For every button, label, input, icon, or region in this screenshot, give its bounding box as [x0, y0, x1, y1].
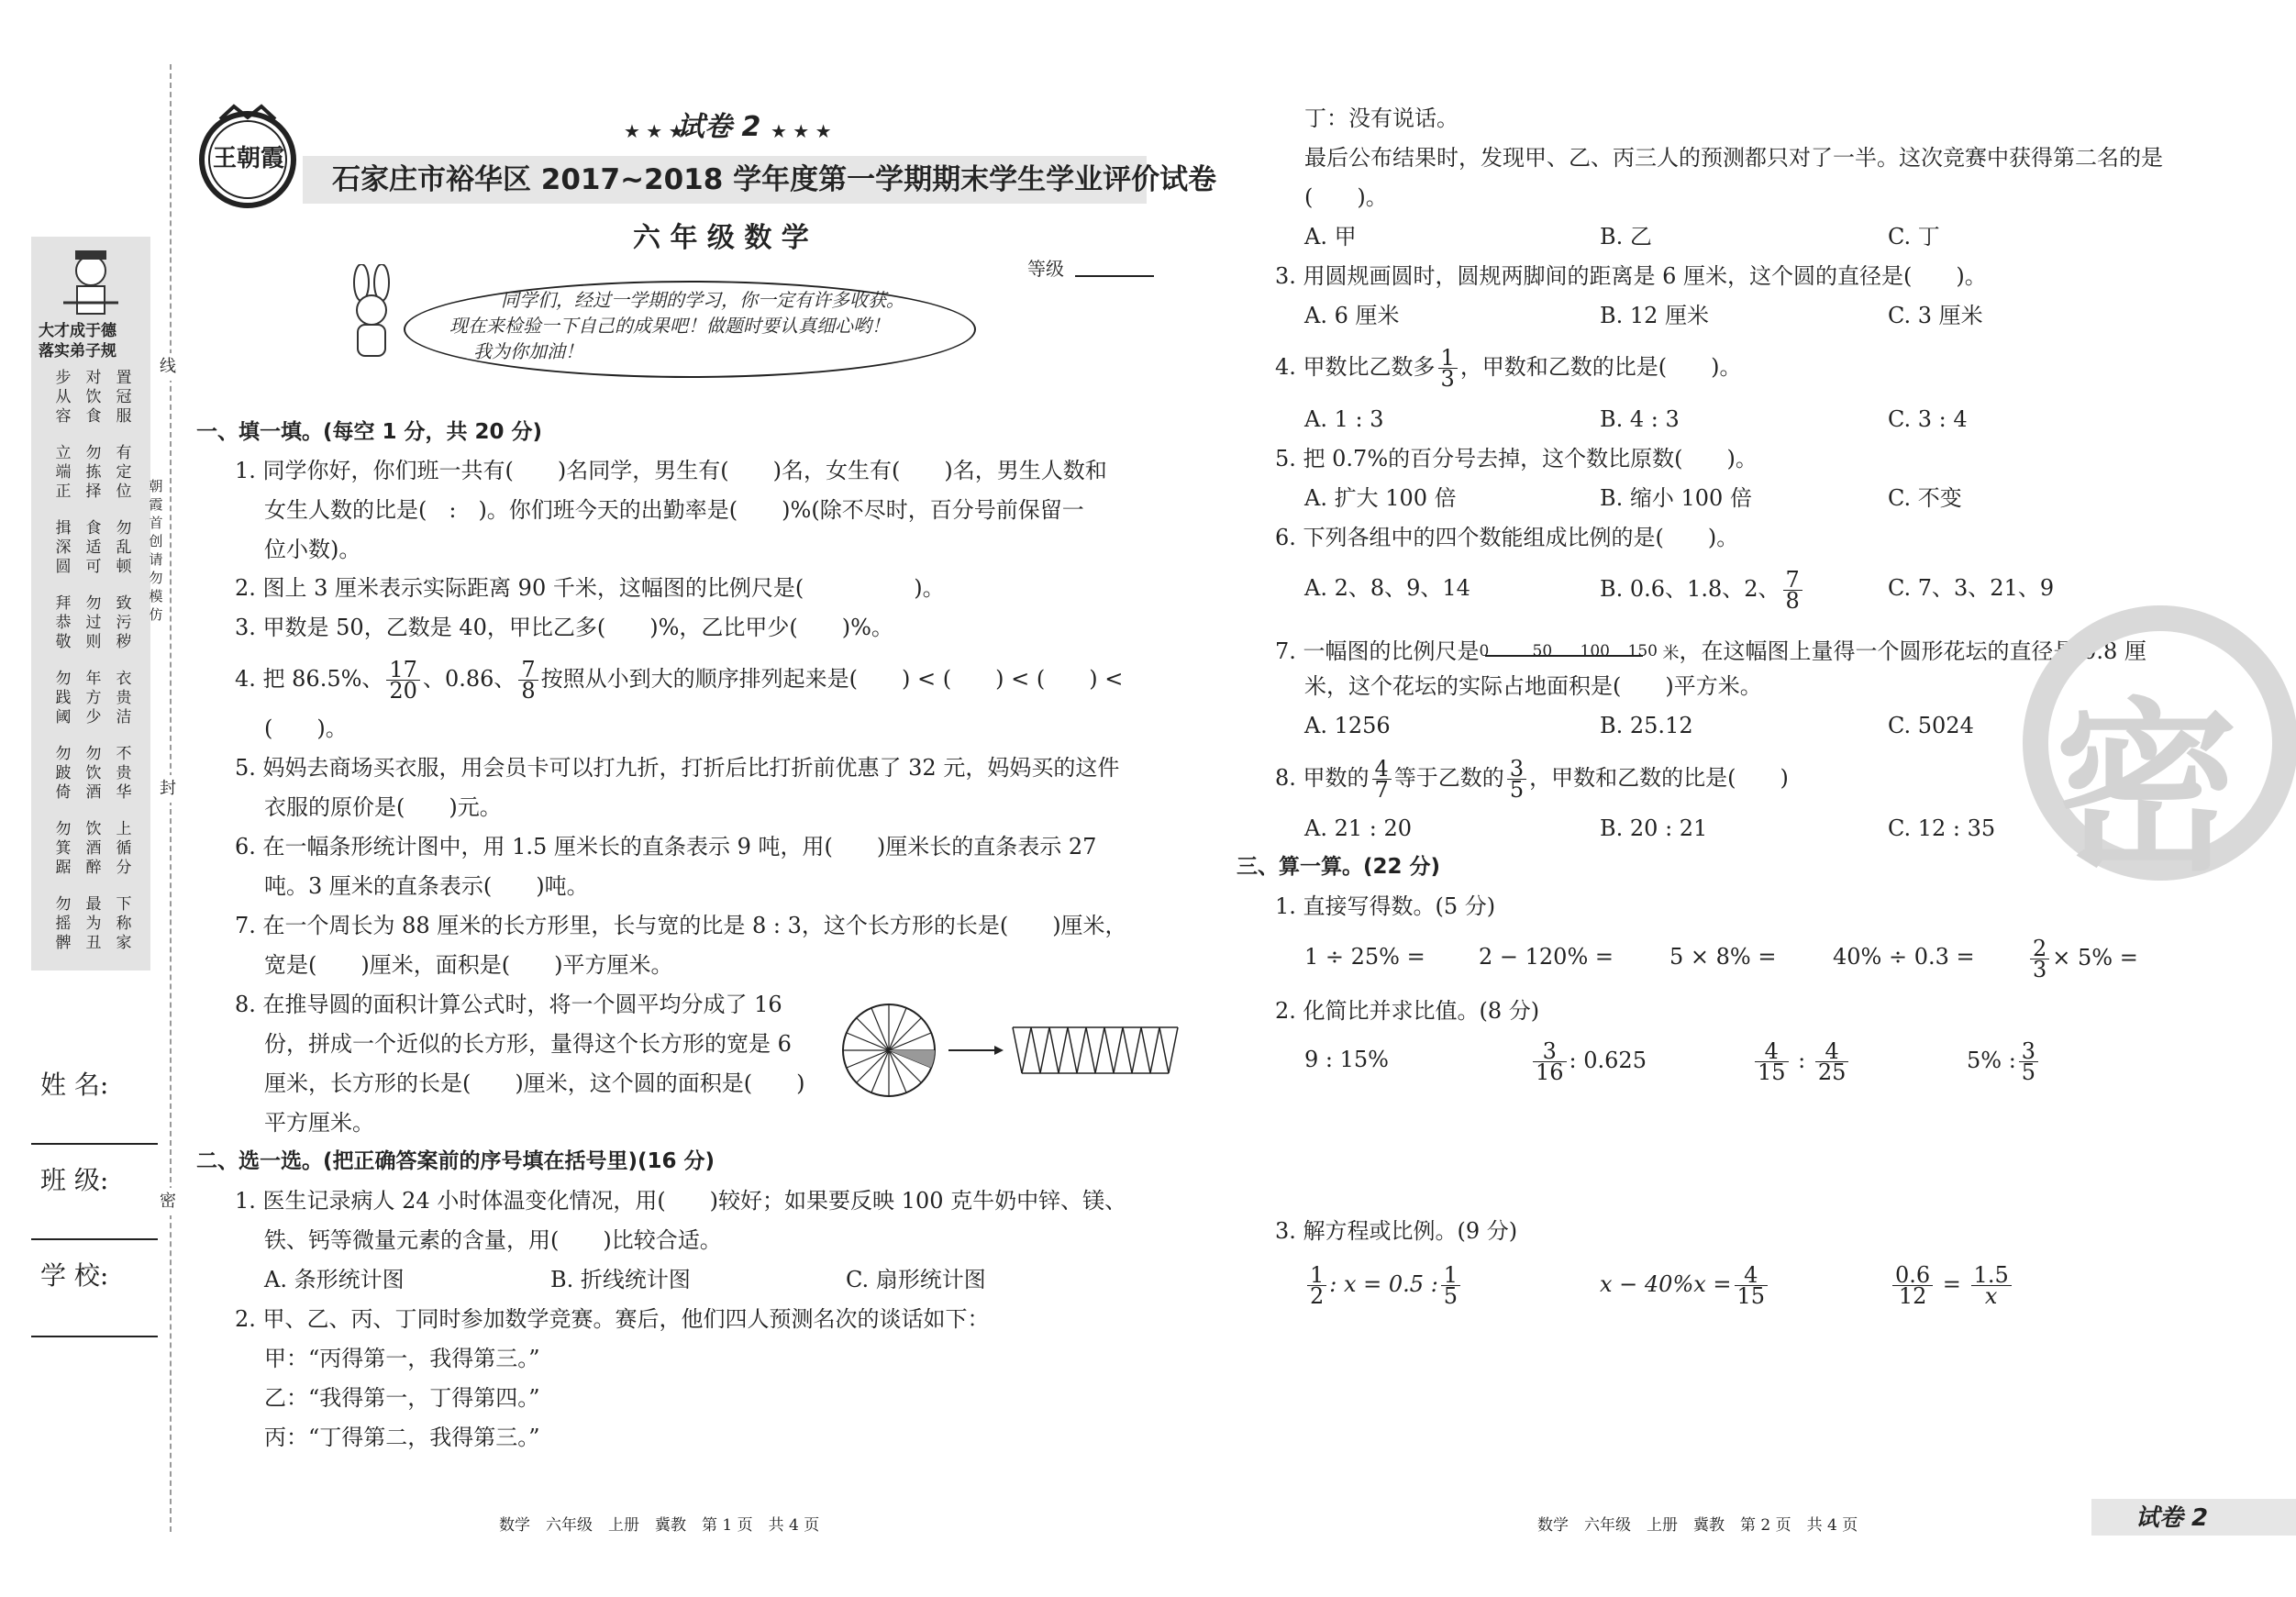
sec2-q2: 丙：“丁得第二，我得第三。”	[264, 1425, 540, 1450]
sec1-line: 7. 在一个周长为 88 厘米的长方形里，长与宽的比是 8 : 3，这个长方形的长是( )厘米，	[235, 913, 1127, 938]
sec2-q5-option-b[interactable]: B. 缩小 100 倍	[1600, 485, 1752, 511]
sec1-line: 份，拼成一个近似的长方形，量得这个长方形的宽是 6	[264, 1031, 792, 1057]
sec2-q4-option-a[interactable]: A. 1 : 3	[1304, 406, 1384, 432]
sec2-q4	[1275, 341, 1742, 393]
exam-title: 石家庄市裕华区 2017~2018 学年度第一学期期末学生学业评价试卷	[332, 163, 1217, 196]
fraction: $\frac{1}{3}$	[1438, 348, 1458, 389]
motto: 有定位	[116, 444, 132, 501]
sec1-line: 平方厘米。	[264, 1110, 374, 1136]
brand-logo-text: 王朝霞	[213, 145, 285, 172]
mascot-figure	[59, 248, 123, 321]
class-field[interactable]	[31, 1238, 158, 1240]
sec2-q8-option-b[interactable]: B. 20 : 21	[1600, 815, 1708, 841]
section-2-heading: 二、选一选。(把正确答案前的序号填在括号里)(16 分)	[196, 1149, 715, 1173]
sec1-line: 1. 同学你好，你们班一共有( )名同学，男生有( )名，女生有( )名，男生人数和	[235, 458, 1107, 483]
calc-item: 2 − 120% =	[1479, 944, 1614, 970]
cut-mark-seal: 封	[160, 775, 176, 803]
footer-left: 数学 六年级 上册 冀教 第 1 页 共 4 页	[499, 1516, 820, 1535]
rabbit-mascot	[330, 264, 413, 365]
q4-text: ，甲数和乙数的比是( )。	[1459, 354, 1742, 380]
fraction: $\frac{3}{5}$	[1507, 759, 1526, 800]
motto: 最为丑	[85, 895, 102, 952]
sec2-q1-option-c[interactable]: C. 扇形统计图	[846, 1267, 986, 1292]
sec2-q7	[1275, 633, 2146, 672]
fraction: $\frac{7}{8}$	[518, 660, 538, 701]
sec1-q4-cont: ( )。	[264, 715, 348, 741]
sec2-q6-option-b[interactable]	[1600, 563, 1805, 615]
sec2-q3-option-b[interactable]: B. 12 厘米	[1600, 303, 1710, 328]
subject-title: 六 年 级 数 学	[633, 222, 809, 254]
equation-item	[1890, 1259, 2014, 1310]
ratio-item	[1530, 1035, 1647, 1086]
ratio-text: : 0.625	[1569, 1048, 1647, 1073]
sec2-q5-option-c[interactable]: C. 不变	[1888, 485, 1962, 511]
motto: 年方少	[85, 670, 102, 726]
school-field[interactable]	[31, 1336, 158, 1337]
motto: 衣贵洁	[116, 670, 132, 726]
sec2-q2: 乙：“我得第一，丁得第四。”	[264, 1385, 540, 1411]
motto: 不贵华	[116, 745, 132, 802]
fraction: $\frac{4}{25}$	[1815, 1041, 1849, 1082]
equation-equals: =	[1936, 1271, 1969, 1297]
sec1-line: 厘米，长方形的长是( )厘米，这个圆的面积是( )	[264, 1070, 805, 1096]
sec2-q2-cont: 最后公布结果时，发现甲、乙、丙三人的预测都只对了一半。这次竞赛中获得第二名的是	[1304, 145, 2163, 171]
motto: 勿乱顿	[116, 519, 132, 576]
sec3-part3: 3. 解方程或比例。(9 分)	[1275, 1218, 1518, 1244]
sec2-q8	[1275, 752, 1789, 804]
sec2-q7-option-c[interactable]: C. 5024	[1888, 713, 1974, 738]
fraction: $\frac{7}{8}$	[1783, 570, 1802, 611]
calc-item: 1 ÷ 25% =	[1304, 944, 1425, 970]
motto: 置冠服	[116, 369, 132, 426]
sec2-q4-option-c[interactable]: C. 3 : 4	[1888, 406, 1968, 432]
sec2-q1: 1. 医生记录病人 24 小时体温变化情况，用( )较好；如果要反映 100 克牛奶中锌、镁、	[235, 1188, 1127, 1214]
q7-text: 7. 一幅图的比例尺是	[1275, 638, 1480, 664]
fraction: $\frac{1.5}{x}$	[1971, 1265, 2012, 1306]
sec1-line: 吨。3 厘米的直条表示( )吨。	[264, 873, 589, 899]
sec2-q6-option-a[interactable]: A. 2、8、9、14	[1304, 575, 1470, 601]
sec1-line: 5. 妈妈去商场买衣服，用会员卡可以打九折，打折后比打折前优惠了 32 元，妈妈买的这件	[235, 755, 1120, 781]
sec3-part2: 2. 化简比并求比值。(8 分)	[1275, 998, 1540, 1024]
name-label: 姓 名:	[40, 1070, 109, 1100]
cut-mark-secret: 密	[160, 1188, 176, 1215]
sec1-line: 2. 图上 3 厘米表示实际距离 90 千米，这幅图的比例尺是( )。	[235, 575, 945, 601]
q8-text: 等于乙数的	[1393, 765, 1504, 791]
calc-text: × 5% =	[2052, 945, 2138, 970]
sidebar-banner-2: 落实弟子规	[39, 342, 116, 360]
school-label: 学 校:	[40, 1260, 109, 1291]
sec1-line: 衣服的原价是( )元。	[264, 794, 502, 820]
q4-mid: 、0.86、	[422, 666, 516, 692]
sec2-q2-option-c[interactable]: C. 丁	[1888, 224, 1940, 250]
ratio-item	[1752, 1035, 1851, 1086]
sec2-q2-option-b[interactable]: B. 乙	[1600, 224, 1652, 250]
motto: 勿跛倚	[55, 745, 72, 802]
motto: 勿践阈	[55, 670, 72, 726]
footer-badge: 试卷 2	[2135, 1504, 2209, 1532]
sec2-q2-option-a[interactable]: A. 甲	[1304, 224, 1357, 250]
q7-text: ，在这幅图上量得一个圆形花坛的直径是 0.8 厘	[1679, 638, 2146, 664]
motto: 勿箕踞	[55, 820, 72, 877]
option-text: B. 0.6、1.8、2、	[1600, 576, 1780, 602]
sec1-line: 8. 在推导圆的面积计算公式时，将一个圆平均分成了 16	[235, 992, 782, 1017]
section-3-heading: 三、算一算。(22 分)	[1237, 855, 1441, 879]
ratio-item: 9 : 15%	[1304, 1047, 1389, 1072]
calc-item	[2027, 932, 2138, 983]
sidebar-banner-1: 大才成于德	[39, 322, 116, 340]
cut-mark-line: 线	[160, 353, 176, 381]
ratio-colon: :	[1791, 1048, 1813, 1073]
footer-right: 数学 六年级 上册 冀教 第 2 页 共 4 页	[1537, 1516, 1858, 1535]
secret-stamp-char: 密	[2055, 682, 2239, 896]
fraction: $\frac{17}{20}$	[386, 660, 420, 701]
equation-text: : x = 0.5 :	[1329, 1271, 1438, 1297]
fraction: $\frac{4}{15}$	[1735, 1265, 1769, 1306]
motto: 饮酒醉	[85, 820, 102, 877]
brand-note: 朝霞首创 请勿模仿	[149, 478, 163, 623]
grade-field[interactable]	[1075, 275, 1154, 277]
scale-tick-label: 150	[1627, 641, 1658, 660]
sec2-q5: 5. 把 0.7%的百分号去掉，这个数比原数( )。	[1275, 446, 1758, 471]
q8-text: ，甲数和乙数的比是( )	[1529, 765, 1789, 791]
motto: 对饮食	[85, 369, 102, 426]
motto: 勿饮酒	[85, 745, 102, 802]
motto: 步从容	[55, 369, 72, 426]
motto: 致污秽	[116, 594, 132, 651]
sec2-q2-cont: ( )。	[1304, 184, 1388, 210]
motto: 拜恭敬	[55, 594, 72, 651]
sec2-q1-option-a[interactable]: A. 条形统计图	[264, 1267, 405, 1292]
fraction: $\frac{4}{15}$	[1755, 1041, 1789, 1082]
sec3-part1: 1. 直接写得数。(5 分)	[1275, 893, 1496, 919]
fraction: $\frac{2}{3}$	[2030, 938, 2049, 980]
motto: 食适可	[85, 519, 102, 576]
sec1-line: 宽是( )厘米，面积是( )平方厘米。	[264, 952, 673, 978]
sec1-line: 6. 在一幅条形统计图中，用 1.5 厘米长的直条表示 9 吨，用( )厘米长的直条表示 27	[235, 834, 1097, 859]
q7-unit: 米	[1662, 644, 1680, 663]
sec2-q5-option-a[interactable]: A. 扩大 100 倍	[1304, 485, 1457, 511]
sec2-q7-option-b[interactable]: B. 25.12	[1600, 713, 1693, 738]
badge-stars-right: ★ ★ ★	[771, 120, 832, 142]
class-label: 班 级:	[40, 1165, 109, 1195]
grade-label: 等级	[1027, 258, 1064, 280]
equation-text: x − 40%x =	[1600, 1271, 1732, 1297]
motto: 下称家	[116, 895, 132, 952]
sec2-q4-option-b[interactable]: B. 4 : 3	[1600, 406, 1680, 432]
motto: 勿拣择	[85, 444, 102, 501]
sec2-q2: 2. 甲、乙、丙、丁同时参加数学竞赛。赛后，他们四人预测名次的谈话如下：	[235, 1306, 990, 1332]
sec2-q3-option-c[interactable]: C. 3 厘米	[1888, 303, 1983, 328]
fraction: $\frac{4}{7}$	[1372, 759, 1392, 800]
section-1-heading: 一、填一填。(每空 1 分，共 20 分)	[196, 420, 543, 444]
sec2-q2-cont: 丁：没有说话。	[1304, 105, 1459, 131]
motto: 立端正	[55, 444, 72, 501]
motto: 揖深圆	[55, 519, 72, 576]
fraction: $\frac{3}{5}$	[2019, 1041, 2038, 1082]
encourage-line-2: 现在来检验一下自己的成果吧！做题时要认真细心哟！	[449, 315, 890, 337]
calc-item: 5 × 8% =	[1669, 944, 1777, 970]
fraction: $\frac{3}{16}$	[1533, 1041, 1567, 1082]
sec2-q3-option-a[interactable]: A. 6 厘米	[1304, 303, 1400, 328]
fraction: $\frac{0.6}{12}$	[1892, 1265, 1933, 1306]
scale-bar	[1480, 638, 1663, 668]
sec1-line: 3. 甲数是 50，乙数是 40，甲比乙多( )%，乙比甲少( )%。	[235, 615, 893, 640]
q4-pre: 4. 把 86.5%、	[235, 666, 384, 692]
sec2-q6-option-c[interactable]: C. 7、3、21、9	[1888, 575, 2055, 601]
sec2-q1-option-b[interactable]: B. 折线统计图	[550, 1267, 691, 1292]
encourage-line-3: 我为你加油！	[473, 340, 583, 362]
scale-tick-label: 100	[1580, 641, 1610, 660]
sec2-q1: 铁、钙等微量元素的含量，用( )比较合适。	[264, 1227, 722, 1253]
scale-tick-label: 50	[1532, 641, 1553, 660]
ratio-text: 5% :	[1967, 1048, 2016, 1073]
sec1-line: 女生人数的比是( : )。你们班今天的出勤率是( )%(除不尽时，百分号前保留一	[264, 497, 1084, 523]
q4-post: 按照从小到大的顺序排列起来是( ) < ( ) < ( ) <	[540, 666, 1124, 692]
badge-stars-left: ★ ★ ★	[624, 120, 685, 142]
sec2-q7-cont: 米，这个花坛的实际占地面积是( )平方米。	[1304, 673, 1762, 699]
circle-sectors-figure	[838, 1000, 1187, 1101]
equation-item	[1304, 1259, 1463, 1310]
q8-text: 8. 甲数的	[1275, 765, 1370, 791]
sec2-q8-option-c[interactable]: C. 12 : 35	[1888, 815, 1996, 841]
encourage-line-1: 同学们，经过一学期的学习，你一定有许多收获。	[501, 289, 904, 311]
sec2-q6: 6. 下列各组中的四个数能组成比例的是( )。	[1275, 525, 1739, 550]
motto: 勿过则	[85, 594, 102, 651]
equation-item	[1600, 1259, 1770, 1310]
motto: 勿摇髀	[55, 895, 72, 952]
name-field[interactable]	[31, 1143, 158, 1145]
fraction: $\frac{1}{2}$	[1307, 1265, 1326, 1306]
q4-text: 4. 甲数比乙数多	[1275, 354, 1436, 380]
calc-item: 40% ÷ 0.3 =	[1833, 944, 1975, 970]
fraction: $\frac{1}{5}$	[1441, 1265, 1460, 1306]
sec2-q2: 甲：“丙得第一，我得第三。”	[264, 1346, 540, 1371]
paper-badge: 试卷 2	[677, 111, 761, 143]
sec2-q8-option-a[interactable]: A. 21 : 20	[1304, 815, 1413, 841]
sec1-line: 位小数)。	[264, 537, 361, 562]
sec1-q4	[235, 653, 1123, 704]
motto: 上循分	[116, 820, 132, 877]
sec2-q7-option-a[interactable]: A. 1256	[1304, 713, 1391, 738]
ratio-item	[1967, 1035, 2041, 1086]
scale-tick-label: 0	[1479, 641, 1490, 660]
sec2-q3: 3. 用圆规画圆时，圆规两脚间的距离是 6 厘米，这个圆的直径是( )。	[1275, 263, 1987, 289]
